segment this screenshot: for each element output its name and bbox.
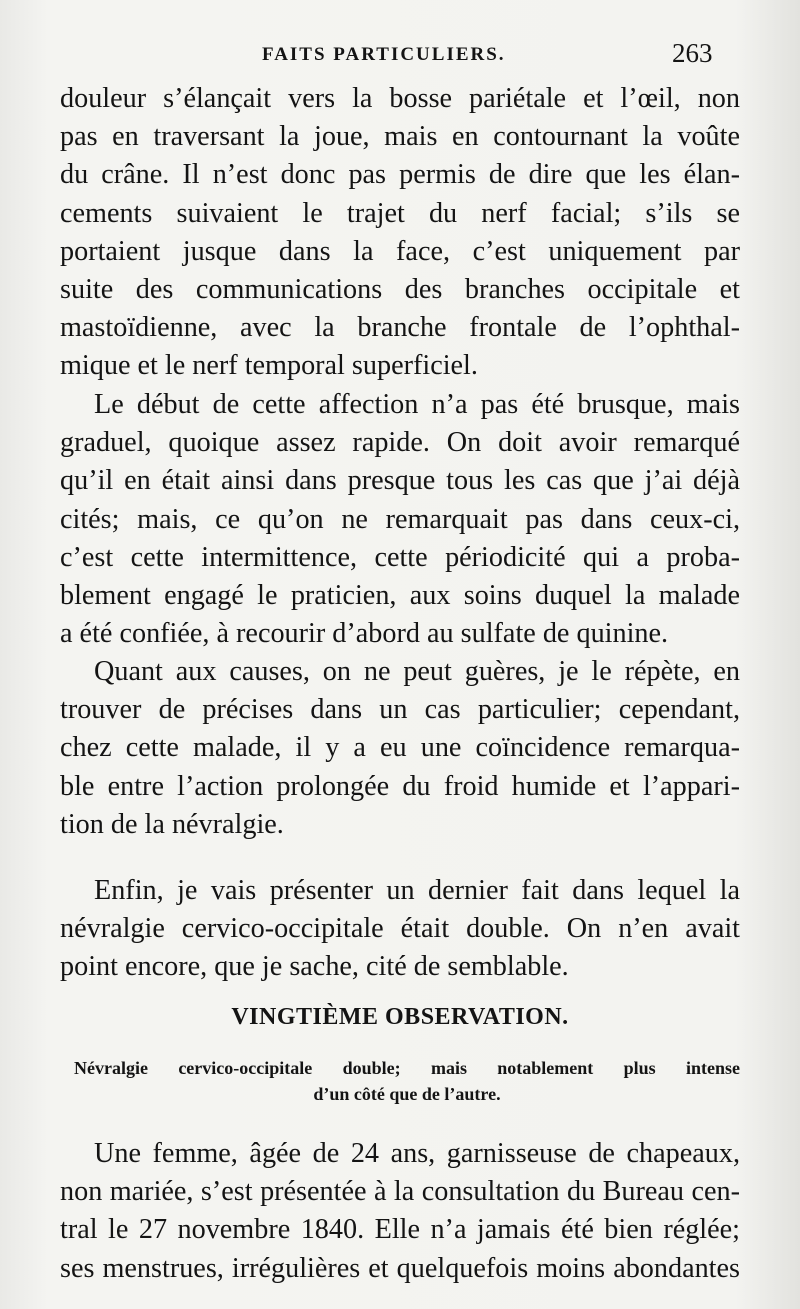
text-line: portaient jusque dans la face, c’est uniquement par <box>60 235 740 267</box>
observation-summary <box>74 1055 740 1107</box>
text-line: tion de la névralgie. <box>60 808 284 840</box>
text-line: du crâne. Il n’est donc pas permis de dire que les élan- <box>60 159 740 191</box>
text-line: chez cette malade, il y a eu une coïncidence remarqua- <box>60 732 740 764</box>
text-line: ble entre l’action prolongée du froid humide et l’appari- <box>60 770 740 802</box>
observation-title: VINGTIÈME OBSERVATION. <box>231 1004 569 1030</box>
text-line: point encore, que je sache, cité de semblable. <box>60 951 569 983</box>
text-line: Une femme, âgée de 24 ans, garnisseuse de chapeaux, <box>94 1138 740 1169</box>
summary-line: d’un côté que de l’autre. <box>313 1084 501 1104</box>
text-line: blement engagé le praticien, aux soins duquel la malade <box>60 580 740 612</box>
text-line: c’est cette intermittence, cette périodicité qui a proba- <box>60 541 740 573</box>
summary-line: Névralgie cervico-occipitale double; mais notablement plus intense <box>74 1058 740 1078</box>
text-line: cités; mais, ce qu’on ne remarquait pas dans ceux-ci, <box>60 503 740 535</box>
paragraph-continuation <box>60 80 740 386</box>
text-line: Quant aux causes, on ne peut guères, je le répète, en <box>94 656 740 687</box>
paragraph-case <box>60 1135 740 1288</box>
text-line: mastoïdienne, avec la branche frontale de l’ophthal- <box>60 312 740 344</box>
text-line: tral le 27 novembre 1840. Elle n’a jamais été bien réglée; <box>60 1214 740 1246</box>
text-line: graduel, quoique assez rapide. On doit avoir remarqué <box>60 427 740 459</box>
text-line: ses menstrues, irrégulières et quelquefois moins abondantes <box>60 1252 740 1284</box>
paragraph-causes <box>60 653 740 844</box>
paragraph-onset <box>60 386 740 653</box>
text-line: qu’il en était ainsi dans presque tous les cas que j’ai déjà <box>60 465 740 497</box>
text-line: non mariée, s’est présentée à la consultation du Bureau cen- <box>60 1176 740 1208</box>
text-line: Enfin, je vais présenter un dernier fait dans lequel la <box>94 875 740 906</box>
text-line: suite des communications des branches occipitale et <box>60 274 740 306</box>
running-title: FAITS PARTICULIERS. <box>262 44 506 65</box>
paragraph-introduction <box>60 872 740 987</box>
text-line: trouver de précises dans un cas particulier; cependant, <box>60 694 740 726</box>
text-line: pas en traversant la joue, mais en contournant la voûte <box>60 121 740 153</box>
text-line: cements suivaient le trajet du nerf facial; s’ils se <box>60 197 740 229</box>
text-line: douleur s’élançait vers la bosse pariétale et l’œil, non <box>60 83 740 114</box>
text-line: mique et le nerf temporal superficiel. <box>60 350 478 382</box>
page-number: 263 <box>672 38 713 68</box>
text-line: Le début de cette affection n’a pas été brusque, mais <box>94 389 740 420</box>
text-line: névralgie cervico-occipitale était double. On n’en avait <box>60 913 740 945</box>
text-line: a été confiée, à recourir d’abord au sulfate de quinine. <box>60 618 669 650</box>
